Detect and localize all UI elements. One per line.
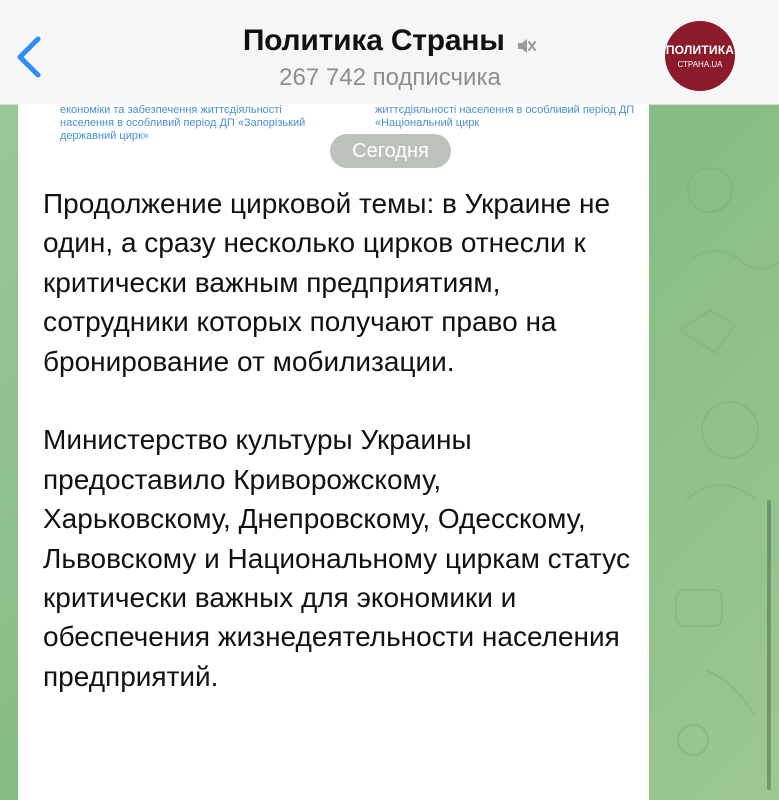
chevron-left-icon[interactable] <box>10 34 50 80</box>
forwarded-preview-right: життєдіяльності населення в особливий період ДП «Національний цирк <box>375 104 635 129</box>
date-divider: Сегодня <box>330 134 451 168</box>
forwarded-preview-left: економіки та забезпечення життєдіяльності населення в особливий період ДП «Запорізький державний цирк» <box>60 104 306 142</box>
message-paragraph-1: Продолжение цирковой темы: в Украине не один, а сразу несколько цирков отнесли к критически важным предприятиям, сотрудники которых получают право на бронирование от мобилизации. <box>43 188 611 377</box>
channel-title: Политика Страны <box>242 24 505 57</box>
muted-speaker-icon <box>515 35 537 57</box>
avatar-line-2: СТРАНА.UA <box>677 60 723 69</box>
avatar-line-1: ПОЛИТИКА <box>665 43 735 57</box>
channel-title-block[interactable] <box>180 24 600 92</box>
channel-avatar[interactable] <box>665 21 735 91</box>
message-text <box>43 184 633 696</box>
chat-header <box>0 0 779 105</box>
message-paragraph-2: Министерство культуры Украины предоставило Криворожскому, Харьковскому, Днепровскому, Одесскому, Львовскому и Национальному циркам статус критически важных для экономики и обеспечения жизнедеятельности населения предприятий. <box>43 424 630 692</box>
subscriber-count: 267 742 подписчика <box>279 64 501 91</box>
scrollbar[interactable] <box>767 500 771 790</box>
